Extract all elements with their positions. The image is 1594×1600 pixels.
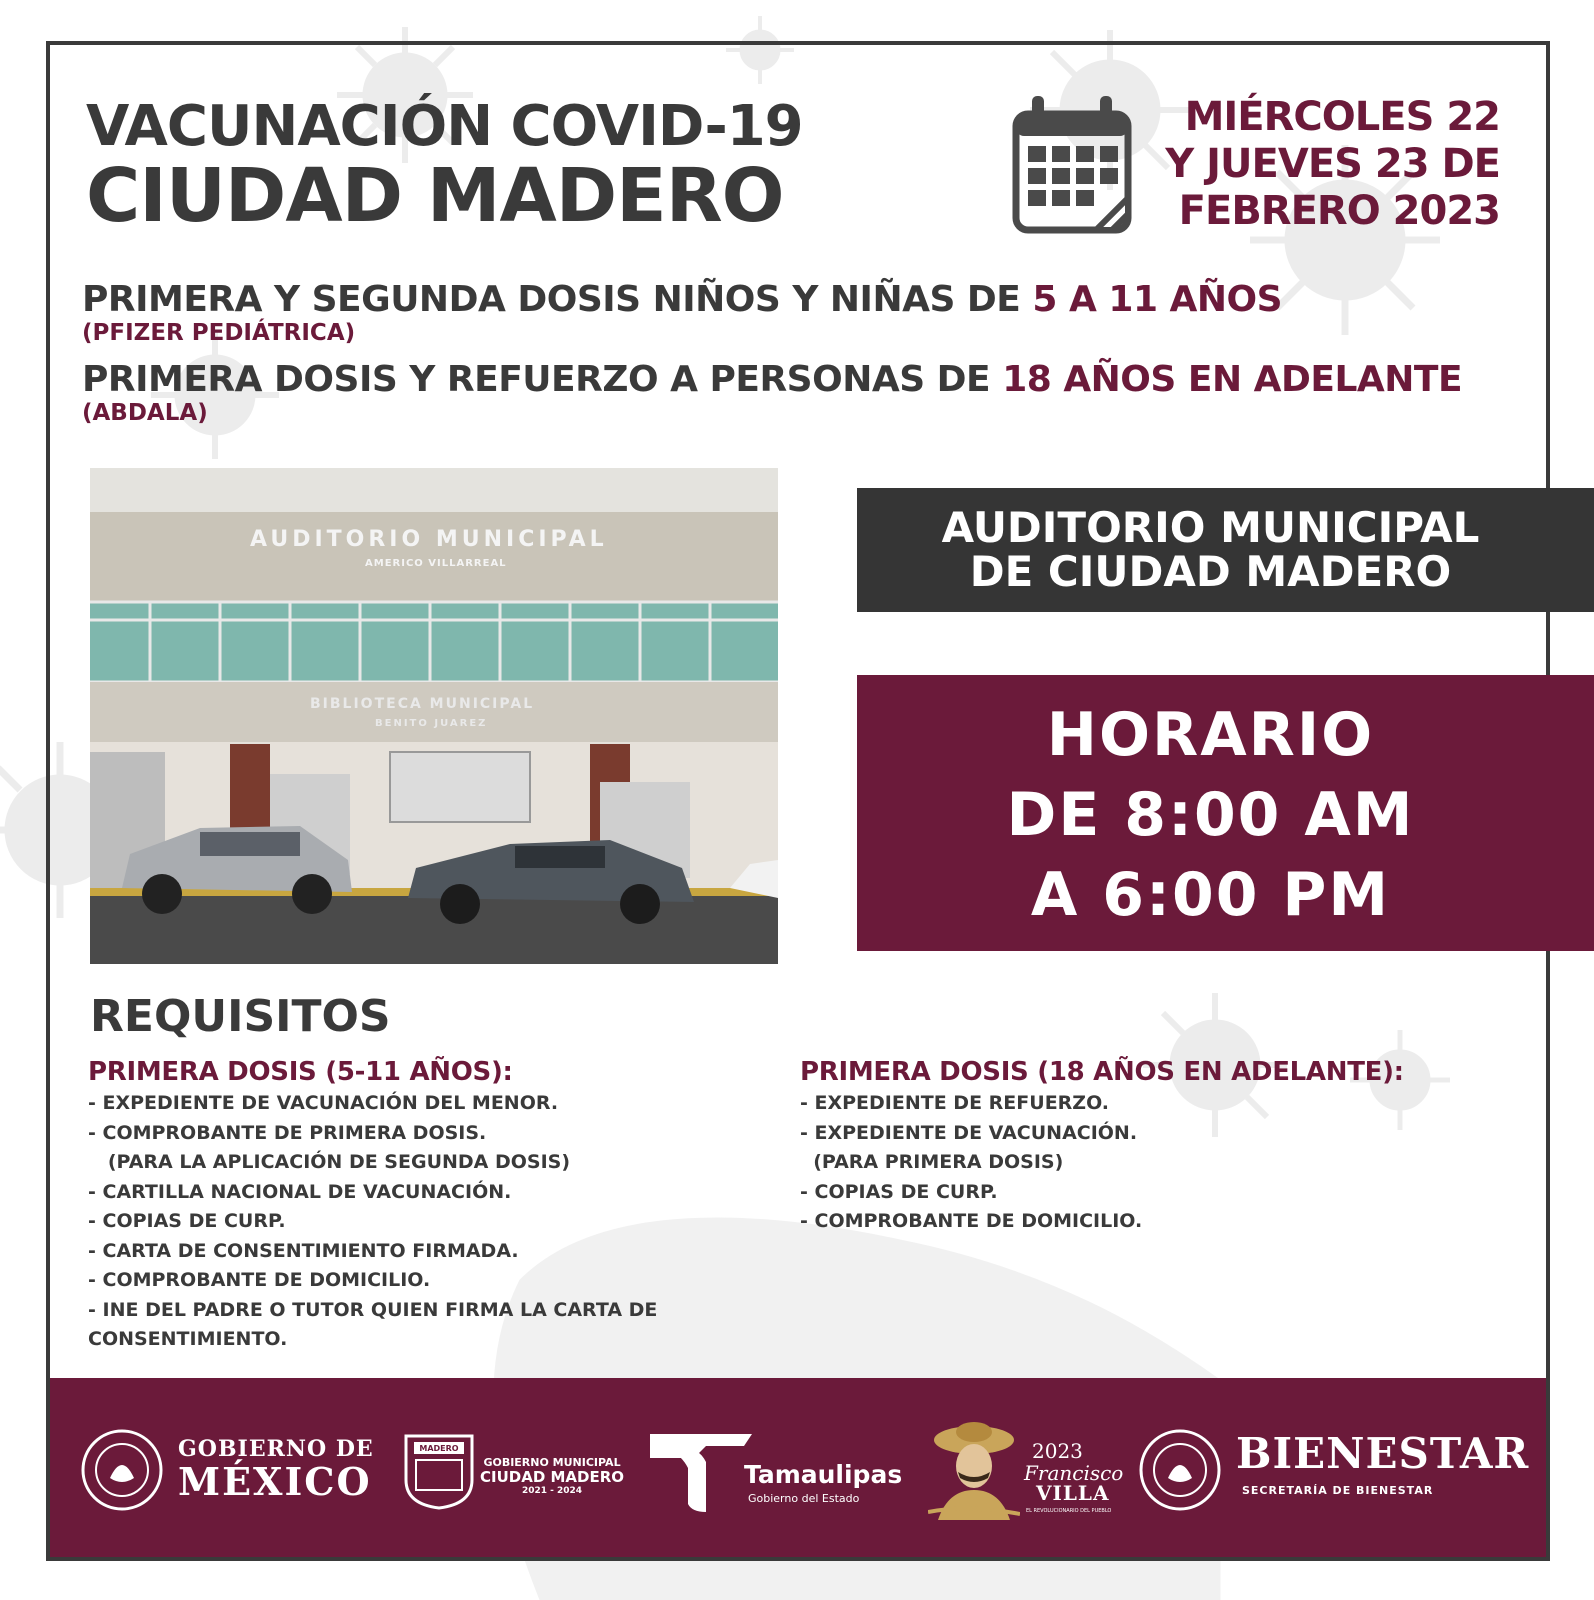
vaccine-brand: (ABDALA) — [82, 400, 208, 426]
list-item: - CARTA DE CONSENTIMIENTO FIRMADA. — [88, 1239, 519, 1262]
shield-label: MADERO — [419, 1444, 459, 1453]
list-item: - COPIAS DE CURP. — [88, 1210, 286, 1232]
requirements-adults-heading: PRIMERA DOSIS (18 AÑOS EN ADELANTE): — [800, 1057, 1404, 1087]
bienestar-line-1: BIENESTAR — [1236, 1429, 1530, 1478]
francisco-villa-2023-logo — [928, 1420, 1124, 1524]
municipal-shield-icon — [402, 1430, 476, 1510]
venue-photo — [90, 468, 778, 964]
photo-sign-auditorio: AUDITORIO MUNICIPAL — [250, 527, 608, 552]
dose-info-adults — [82, 360, 1462, 426]
list-item: - EXPEDIENTE DE REFUERZO. — [800, 1092, 1110, 1114]
gob-mexico-line-1: GOBIERNO DE — [178, 1436, 374, 1462]
villa-tagline: EL REVOLUCIONARIO DEL PUEBLO — [1026, 1508, 1112, 1514]
schedule-label: HORARIO — [1046, 700, 1375, 770]
photo-sign-auditorio-sub: AMERICO VILLARREAL — [365, 558, 507, 569]
photo-sign-biblioteca: BIBLIOTECA MUNICIPAL — [310, 696, 535, 712]
gobierno-municipal-madero-logo — [402, 1430, 642, 1514]
schedule-banner — [857, 675, 1594, 951]
bienestar-logo — [1138, 1428, 1528, 1512]
gob-mexico-line-2: MÉXICO — [178, 1459, 372, 1504]
requirements-children-list — [88, 1089, 738, 1355]
calendar-icon — [1012, 94, 1136, 234]
list-item: - COMPROBANTE DE PRIMERA DOSIS. — [88, 1121, 487, 1144]
vaccine-brand: (PFIZER PEDIÁTRICA) — [82, 320, 356, 346]
schedule-end: A 6:00 PM — [1030, 860, 1391, 930]
dose-age-highlight: 5 A 11 AÑOS — [1032, 279, 1283, 320]
dose-text: PRIMERA Y SEGUNDA DOSIS NIÑOS Y NIÑAS DE — [82, 279, 1033, 320]
date-line-1: MIÉRCOLES 22 — [1184, 94, 1500, 140]
bienestar-line-2: SECRETARÍA DE BIENESTAR — [1242, 1484, 1434, 1497]
photo-sign-biblioteca-sub: BENITO JUAREZ — [375, 718, 488, 729]
event-date — [1148, 94, 1500, 235]
list-item: - COMPROBANTE DE DOMICILIO. — [800, 1210, 1143, 1232]
national-seal-icon — [80, 1428, 164, 1512]
requirements-adults — [800, 1055, 1500, 1237]
villa-portrait-icon — [928, 1420, 1020, 1520]
villa-year: 2023 — [1032, 1439, 1083, 1463]
madero-line-2: CIUDAD MADERO — [480, 1468, 625, 1486]
villa-line-3: VILLA — [1036, 1481, 1110, 1505]
list-item: - COPIAS DE CURP. — [800, 1180, 998, 1203]
gobierno-de-mexico-logo — [80, 1428, 380, 1512]
dose-age-highlight: 18 AÑOS EN ADELANTE — [1002, 359, 1463, 400]
date-line-3: FEBRERO 2023 — [1178, 188, 1500, 234]
madero-line-3: 2021 - 2024 — [521, 1486, 583, 1496]
venue-banner — [857, 488, 1594, 612]
list-item: (PARA LA APLICACIÓN DE SEGUNDA DOSIS) — [88, 1151, 571, 1173]
dose-info-children — [82, 280, 1282, 346]
requirements-children-heading: PRIMERA DOSIS (5-11 AÑOS): — [88, 1057, 513, 1087]
dose-text: PRIMERA DOSIS Y REFUERZO A PERSONAS DE — [82, 359, 1003, 400]
list-item: (PARA PRIMERA DOSIS) — [800, 1151, 1064, 1173]
title-line-2: CIUDAD MADERO — [86, 153, 784, 239]
page-title — [86, 94, 906, 239]
title-line-1: VACUNACIÓN COVID-19 — [86, 94, 803, 159]
requirements-adults-list — [800, 1089, 1500, 1237]
national-seal-icon — [1138, 1428, 1222, 1512]
madero-line-1: GOBIERNO MUNICIPAL — [483, 1456, 621, 1469]
list-item: CONSENTIMIENTO. — [88, 1328, 288, 1350]
list-item: - CARTILLA NACIONAL DE VACUNACIÓN. — [88, 1180, 512, 1203]
list-item: - INE DEL PADRE O TUTOR QUIEN FIRMA LA CARTA DE — [88, 1298, 658, 1321]
requirements-children — [88, 1055, 738, 1355]
list-item: - COMPROBANTE DE DOMICILIO. — [88, 1269, 431, 1291]
villa-line-2: Francisco — [1024, 1461, 1124, 1485]
tamaulipas-t-icon — [648, 1432, 756, 1514]
tamaulipas-logo — [648, 1432, 908, 1516]
date-line-2: Y JUEVES 23 DE — [1165, 141, 1500, 187]
venue-line-1: AUDITORIO MUNICIPAL — [941, 503, 1480, 552]
list-item: - EXPEDIENTE DE VACUNACIÓN DEL MENOR. — [88, 1092, 559, 1114]
schedule-start: DE 8:00 AM — [1006, 780, 1415, 850]
tamaulipas-line-1: Tamaulipas — [744, 1460, 903, 1489]
requirements-title: REQUISITOS — [90, 991, 391, 1042]
list-item: - EXPEDIENTE DE VACUNACIÓN. — [800, 1121, 1138, 1144]
venue-line-2: DE CIUDAD MADERO — [969, 547, 1452, 596]
tamaulipas-line-2: Gobierno del Estado — [748, 1492, 860, 1505]
